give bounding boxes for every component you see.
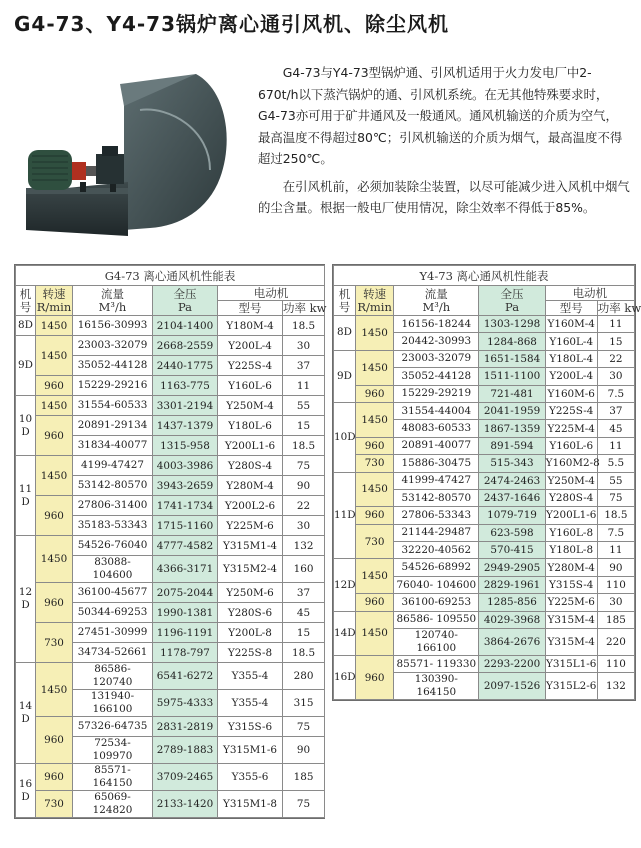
table-row [16, 536, 325, 556]
pressure-cell: 1163-775 [153, 376, 218, 396]
power-cell: 90 [283, 737, 325, 764]
motor-model-cell: Y250M-4 [545, 472, 597, 489]
power-cell: 15 [597, 333, 634, 350]
motor-model-cell: Y200L-4 [218, 336, 283, 356]
table-row [16, 583, 325, 603]
motor-model-cell: Y180M-4 [218, 316, 283, 336]
col-model-header: 型号 [545, 301, 597, 316]
speed-cell: 960 [36, 764, 73, 791]
table-row [334, 402, 635, 419]
motor-model-cell: Y315S-4 [545, 576, 597, 593]
col-speed-header: 转速 R/min [357, 286, 392, 314]
flow-cell: 27806-31400 [73, 496, 153, 516]
table-row [334, 472, 635, 489]
motor-model-cell: Y250M-6 [218, 583, 283, 603]
power-cell: 160 [283, 556, 325, 583]
motor-model-cell: Y280S-6 [218, 603, 283, 623]
pressure-cell: 2133-1420 [153, 791, 218, 818]
motor-model-cell: Y280M-4 [545, 559, 597, 576]
flow-cell: 32220-40562 [394, 542, 479, 559]
pressure-cell: 2789-1883 [153, 737, 218, 764]
motor-model-cell: Y355-4 [218, 690, 283, 717]
intro-text [258, 62, 630, 219]
power-cell: 15 [283, 623, 325, 643]
flow-cell: 76040- 104600 [394, 576, 479, 593]
speed-cell: 1450 [356, 559, 394, 594]
pressure-cell: 570-415 [479, 542, 545, 559]
power-cell: 15 [283, 416, 325, 436]
motor-model-cell: Y355-4 [218, 663, 283, 690]
flow-cell: 41999-47427 [394, 472, 479, 489]
pressure-cell: 1867-1359 [479, 420, 545, 437]
flow-cell: 15229-29219 [394, 385, 479, 402]
flow-cell: 15886-30475 [394, 455, 479, 472]
machine-number-cell: 16D [334, 656, 356, 700]
speed-cell: 1450 [36, 456, 73, 496]
flow-cell: 50344-69253 [73, 603, 153, 623]
machine-number-cell: 8D [334, 316, 356, 351]
speed-cell: 1450 [36, 396, 73, 416]
speed-cell: 1450 [356, 350, 394, 385]
machine-number-cell: 10D [334, 402, 356, 472]
power-cell: 220 [597, 629, 634, 656]
flow-cell: 35183-53343 [73, 516, 153, 536]
power-cell: 185 [283, 764, 325, 791]
power-cell: 90 [597, 559, 634, 576]
motor-model-cell: Y315M-4 [545, 629, 597, 656]
machine-number-cell: 11 D [16, 456, 36, 536]
table-row [334, 524, 635, 541]
pressure-cell: 891-594 [479, 437, 545, 454]
flow-cell: 35052-44128 [394, 368, 479, 385]
motor-model-cell: Y225S-8 [218, 643, 283, 663]
flow-cell: 35052-44128 [73, 356, 153, 376]
pressure-cell: 1990-1381 [153, 603, 218, 623]
flow-cell: 83088- 104600 [73, 556, 153, 583]
flow-cell: 131940- 166100 [73, 690, 153, 717]
page-title: G4-73、Y4-73锅炉离心通引风机、除尘风机 [14, 12, 449, 36]
flow-cell: 85571- 164150 [73, 764, 153, 791]
speed-cell: 730 [36, 623, 73, 663]
power-cell: 37 [283, 356, 325, 376]
fan-photo [20, 70, 238, 238]
power-cell: 55 [283, 396, 325, 416]
pressure-cell: 721-481 [479, 385, 545, 402]
flow-cell: 72534- 109970 [73, 737, 153, 764]
flow-cell: 57326-64735 [73, 717, 153, 737]
speed-cell: 960 [36, 376, 73, 396]
intro-paragraph-2: 在引风机前，必须加装除尘装置，以尽可能减少进入风机中烟气的尘含量。根据一般电厂使用情况，除尘效率不得低于85%。 [258, 178, 630, 215]
power-cell: 45 [283, 603, 325, 623]
table-row [334, 594, 635, 611]
flow-cell: 21144-29487 [394, 524, 479, 541]
motor-model-cell: Y315M1-4 [218, 536, 283, 556]
flow-cell: 85571- 119330 [394, 656, 479, 673]
speed-cell: 960 [36, 717, 73, 764]
power-cell: 11 [597, 437, 634, 454]
flow-cell: 20891-40077 [394, 437, 479, 454]
flow-cell: 86586- 120740 [73, 663, 153, 690]
pressure-cell: 4366-3171 [153, 556, 218, 583]
speed-cell: 1450 [36, 336, 73, 376]
flow-cell: 16156-18244 [394, 316, 479, 333]
power-cell: 18.5 [283, 316, 325, 336]
table-row [16, 376, 325, 396]
g4-performance-table [14, 264, 325, 819]
col-machine-header: 机号 [334, 286, 356, 316]
motor-model-cell: Y315M1-6 [218, 737, 283, 764]
motor-model-cell: Y200L1-6 [545, 507, 597, 524]
motor-model-cell: Y180L-8 [545, 542, 597, 559]
speed-cell: 1450 [356, 472, 394, 507]
power-cell: 30 [597, 368, 634, 385]
motor-model-cell: Y160M2-8 [545, 455, 597, 472]
speed-cell: 1450 [356, 402, 394, 437]
table-row [334, 559, 635, 576]
motor-model-cell: Y200L2-6 [218, 496, 283, 516]
speed-cell: 1450 [356, 611, 394, 655]
flow-cell: 27451-30999 [73, 623, 153, 643]
power-cell: 7.5 [597, 385, 634, 402]
flow-cell: 53142-80570 [73, 476, 153, 496]
power-cell: 45 [597, 420, 634, 437]
speed-cell: 960 [356, 656, 394, 700]
power-cell: 30 [283, 336, 325, 356]
machine-number-cell: 12D [334, 559, 356, 611]
pressure-cell: 1178-797 [153, 643, 218, 663]
table-row [334, 385, 635, 402]
pressure-cell: 3301-2194 [153, 396, 218, 416]
table-row [334, 350, 635, 367]
motor-model-cell: Y225M-6 [545, 594, 597, 611]
motor-model-cell: Y180L-6 [218, 416, 283, 436]
motor-model-cell: Y225S-4 [545, 402, 597, 419]
flow-cell: 54526-76040 [73, 536, 153, 556]
motor-model-cell: Y280M-4 [218, 476, 283, 496]
machine-number-cell: 16 D [16, 764, 36, 818]
table-row [16, 764, 325, 791]
flow-cell: 53142-80570 [394, 489, 479, 506]
power-cell: 5.5 [597, 455, 634, 472]
table-row [16, 496, 325, 516]
motor-model-cell: Y315M-4 [545, 611, 597, 628]
machine-number-cell: 10 D [16, 396, 36, 456]
flow-cell: 130390- 164150 [394, 673, 479, 700]
motor-model-cell: Y280S-4 [218, 456, 283, 476]
power-cell: 18.5 [597, 507, 634, 524]
power-cell: 37 [283, 583, 325, 603]
speed-cell: 960 [36, 496, 73, 536]
machine-number-cell: 14 D [16, 663, 36, 764]
power-cell: 110 [597, 656, 634, 673]
table-row [334, 507, 635, 524]
flow-cell: 31554-44004 [394, 402, 479, 419]
motor-model-cell: Y200L-4 [545, 368, 597, 385]
pressure-cell: 2474-2463 [479, 472, 545, 489]
power-cell: 30 [597, 594, 634, 611]
pressure-cell: 3943-2659 [153, 476, 218, 496]
power-cell: 185 [597, 611, 634, 628]
motor-model-cell: Y315M1-8 [218, 791, 283, 818]
power-cell: 30 [283, 516, 325, 536]
motor-model-cell: Y200L1-6 [218, 436, 283, 456]
flow-cell: 31554-60533 [73, 396, 153, 416]
pressure-cell: 2437-1646 [479, 489, 545, 506]
flow-cell: 31834-40077 [73, 436, 153, 456]
machine-number-cell: 9D [334, 350, 356, 402]
motor-model-cell: Y250M-4 [218, 396, 283, 416]
speed-cell: 960 [36, 416, 73, 456]
power-cell: 75 [597, 489, 634, 506]
pressure-cell: 1511-1100 [479, 368, 545, 385]
motor-model-cell: Y160L-6 [545, 437, 597, 454]
motor-model-cell: Y225M-6 [218, 516, 283, 536]
motor-model-cell: Y160M-6 [545, 385, 597, 402]
y4-performance-table [332, 264, 641, 701]
motor-model-cell: Y160L-4 [545, 333, 597, 350]
table-row [16, 336, 325, 356]
col-flow-header: 流量 M³/h [73, 286, 153, 316]
table-row [16, 717, 325, 737]
pressure-cell: 2949-2905 [479, 559, 545, 576]
machine-number-cell: 9D [16, 336, 36, 396]
flow-cell: 23003-32079 [73, 336, 153, 356]
machine-number-cell: 14D [334, 611, 356, 655]
table-row [16, 416, 325, 436]
motor-model-cell: Y160M-4 [545, 316, 597, 333]
pressure-cell: 1303-1298 [479, 316, 545, 333]
table-row [16, 316, 325, 336]
speed-cell: 960 [356, 437, 394, 454]
pressure-cell: 2440-1775 [153, 356, 218, 376]
pressure-cell: 2668-2559 [153, 336, 218, 356]
flow-cell: 54526-68992 [394, 559, 479, 576]
pressure-cell: 3864-2676 [479, 629, 545, 656]
power-cell: 37 [597, 402, 634, 419]
power-cell: 18.5 [283, 643, 325, 663]
table-row [16, 396, 325, 416]
pressure-cell: 623-598 [479, 524, 545, 541]
flow-cell: 36100-45677 [73, 583, 153, 603]
speed-cell: 960 [356, 507, 394, 524]
flow-cell: 34734-52661 [73, 643, 153, 663]
speed-cell: 730 [356, 524, 394, 559]
power-cell: 90 [283, 476, 325, 496]
speed-cell: 960 [36, 583, 73, 623]
table-row [16, 456, 325, 476]
pressure-cell: 1285-856 [479, 594, 545, 611]
motor-model-cell: Y315L2-6 [545, 673, 597, 700]
flow-cell: 16156-30993 [73, 316, 153, 336]
pressure-cell: 1651-1584 [479, 350, 545, 367]
machine-number-cell: 11D [334, 472, 356, 559]
pressure-cell: 1315-958 [153, 436, 218, 456]
speed-cell: 730 [36, 791, 73, 818]
motor-model-cell: Y180L-4 [545, 350, 597, 367]
motor-model-cell: Y315S-6 [218, 717, 283, 737]
motor-model-cell: Y160L-8 [545, 524, 597, 541]
pressure-cell: 2293-2200 [479, 656, 545, 673]
pressure-cell: 4777-4582 [153, 536, 218, 556]
col-flow-header: 流量 M³/h [394, 286, 479, 316]
pressure-cell: 515-343 [479, 455, 545, 472]
motor-model-cell: Y160L-6 [218, 376, 283, 396]
col-motor-header: 电动机 [218, 286, 325, 301]
flow-cell: 4199-47427 [73, 456, 153, 476]
pressure-cell: 2097-1526 [479, 673, 545, 700]
pressure-cell: 5975-4333 [153, 690, 218, 717]
motor-model-cell: Y280S-4 [545, 489, 597, 506]
speed-cell: 1450 [356, 316, 394, 351]
table-row [16, 791, 325, 818]
pressure-cell: 2104-1400 [153, 316, 218, 336]
flow-cell: 120740- 166100 [394, 629, 479, 656]
power-cell: 75 [283, 791, 325, 818]
motor-model-cell: Y200L-8 [218, 623, 283, 643]
power-cell: 11 [283, 376, 325, 396]
power-cell: 315 [283, 690, 325, 717]
pressure-cell: 1284-868 [479, 333, 545, 350]
motor-model-cell: Y315M2-4 [218, 556, 283, 583]
power-cell: 22 [597, 350, 634, 367]
flow-cell: 86586- 109550 [394, 611, 479, 628]
power-cell: 55 [597, 472, 634, 489]
pressure-cell: 1741-1734 [153, 496, 218, 516]
speed-cell: 960 [356, 385, 394, 402]
speed-cell: 1450 [36, 316, 73, 336]
flow-cell: 65069- 124820 [73, 791, 153, 818]
table-row [334, 437, 635, 454]
pressure-cell: 3709-2465 [153, 764, 218, 791]
table-row [334, 455, 635, 472]
col-pressure-header: 全压 Pa [479, 286, 545, 316]
pressure-cell: 6541-6272 [153, 663, 218, 690]
table-row [334, 611, 635, 628]
power-cell: 110 [597, 576, 634, 593]
col-model-header: 型号 [218, 301, 283, 316]
flow-cell: 20442-30993 [394, 333, 479, 350]
motor-model-cell: Y315L1-6 [545, 656, 597, 673]
power-cell: 7.5 [597, 524, 634, 541]
speed-cell: 1450 [36, 536, 73, 583]
col-motor-header: 电动机 [545, 286, 634, 301]
col-power-header: 功率 kw [597, 301, 641, 315]
machine-number-cell: 8D [16, 316, 36, 336]
flow-cell: 23003-32079 [394, 350, 479, 367]
power-cell: 132 [597, 673, 634, 700]
power-cell: 11 [597, 542, 634, 559]
power-cell: 132 [283, 536, 325, 556]
pressure-cell: 4003-3986 [153, 456, 218, 476]
pressure-cell: 1437-1379 [153, 416, 218, 436]
flow-cell: 48083-60533 [394, 420, 479, 437]
col-power-header: 功率 kw [283, 301, 327, 315]
pressure-cell: 2831-2819 [153, 717, 218, 737]
col-machine-header: 机号 [16, 286, 36, 316]
table-row [16, 623, 325, 643]
speed-cell: 1450 [36, 663, 73, 717]
speed-cell: 960 [356, 594, 394, 611]
pressure-cell: 1079-719 [479, 507, 545, 524]
pressure-cell: 2829-1961 [479, 576, 545, 593]
col-pressure-header: 全压 Pa [153, 286, 218, 316]
pressure-cell: 1715-1160 [153, 516, 218, 536]
pressure-cell: 1196-1191 [153, 623, 218, 643]
table-row [334, 656, 635, 673]
table-row [334, 316, 635, 333]
machine-number-cell: 12 D [16, 536, 36, 663]
power-cell: 18.5 [283, 436, 325, 456]
power-cell: 75 [283, 717, 325, 737]
flow-cell: 36100-69253 [394, 594, 479, 611]
flow-cell: 15229-29216 [73, 376, 153, 396]
pressure-cell: 4029-3968 [479, 611, 545, 628]
y4-table-caption: Y4-73 离心通风机性能表 [334, 266, 635, 286]
power-cell: 11 [597, 316, 634, 333]
power-cell: 75 [283, 456, 325, 476]
power-cell: 22 [283, 496, 325, 516]
motor-model-cell: Y355-6 [218, 764, 283, 791]
pressure-cell: 2041-1959 [479, 402, 545, 419]
table-row [16, 663, 325, 690]
intro-paragraph-1: G4-73与Y4-73型锅炉通、引风机适用于火力发电厂中2-670t/h以下蒸汽锅炉的通、引风机系统。在无其他特殊要求时，G4-73亦可用于矿井通风及一般通风。通风机输送的介质为空气，最高温度不得超过80℃；引风机输送的介质为烟气，最高温度不得超过250℃。 [258, 65, 623, 166]
motor-model-cell: Y225S-4 [218, 356, 283, 376]
speed-cell: 730 [356, 455, 394, 472]
flow-cell: 27806-53343 [394, 507, 479, 524]
g4-table-caption: G4-73 离心通风机性能表 [16, 266, 325, 286]
power-cell: 280 [283, 663, 325, 690]
pressure-cell: 2075-2044 [153, 583, 218, 603]
col-speed-header: 转速 R/min [36, 286, 72, 314]
motor-model-cell: Y225M-4 [545, 420, 597, 437]
flow-cell: 20891-29134 [73, 416, 153, 436]
